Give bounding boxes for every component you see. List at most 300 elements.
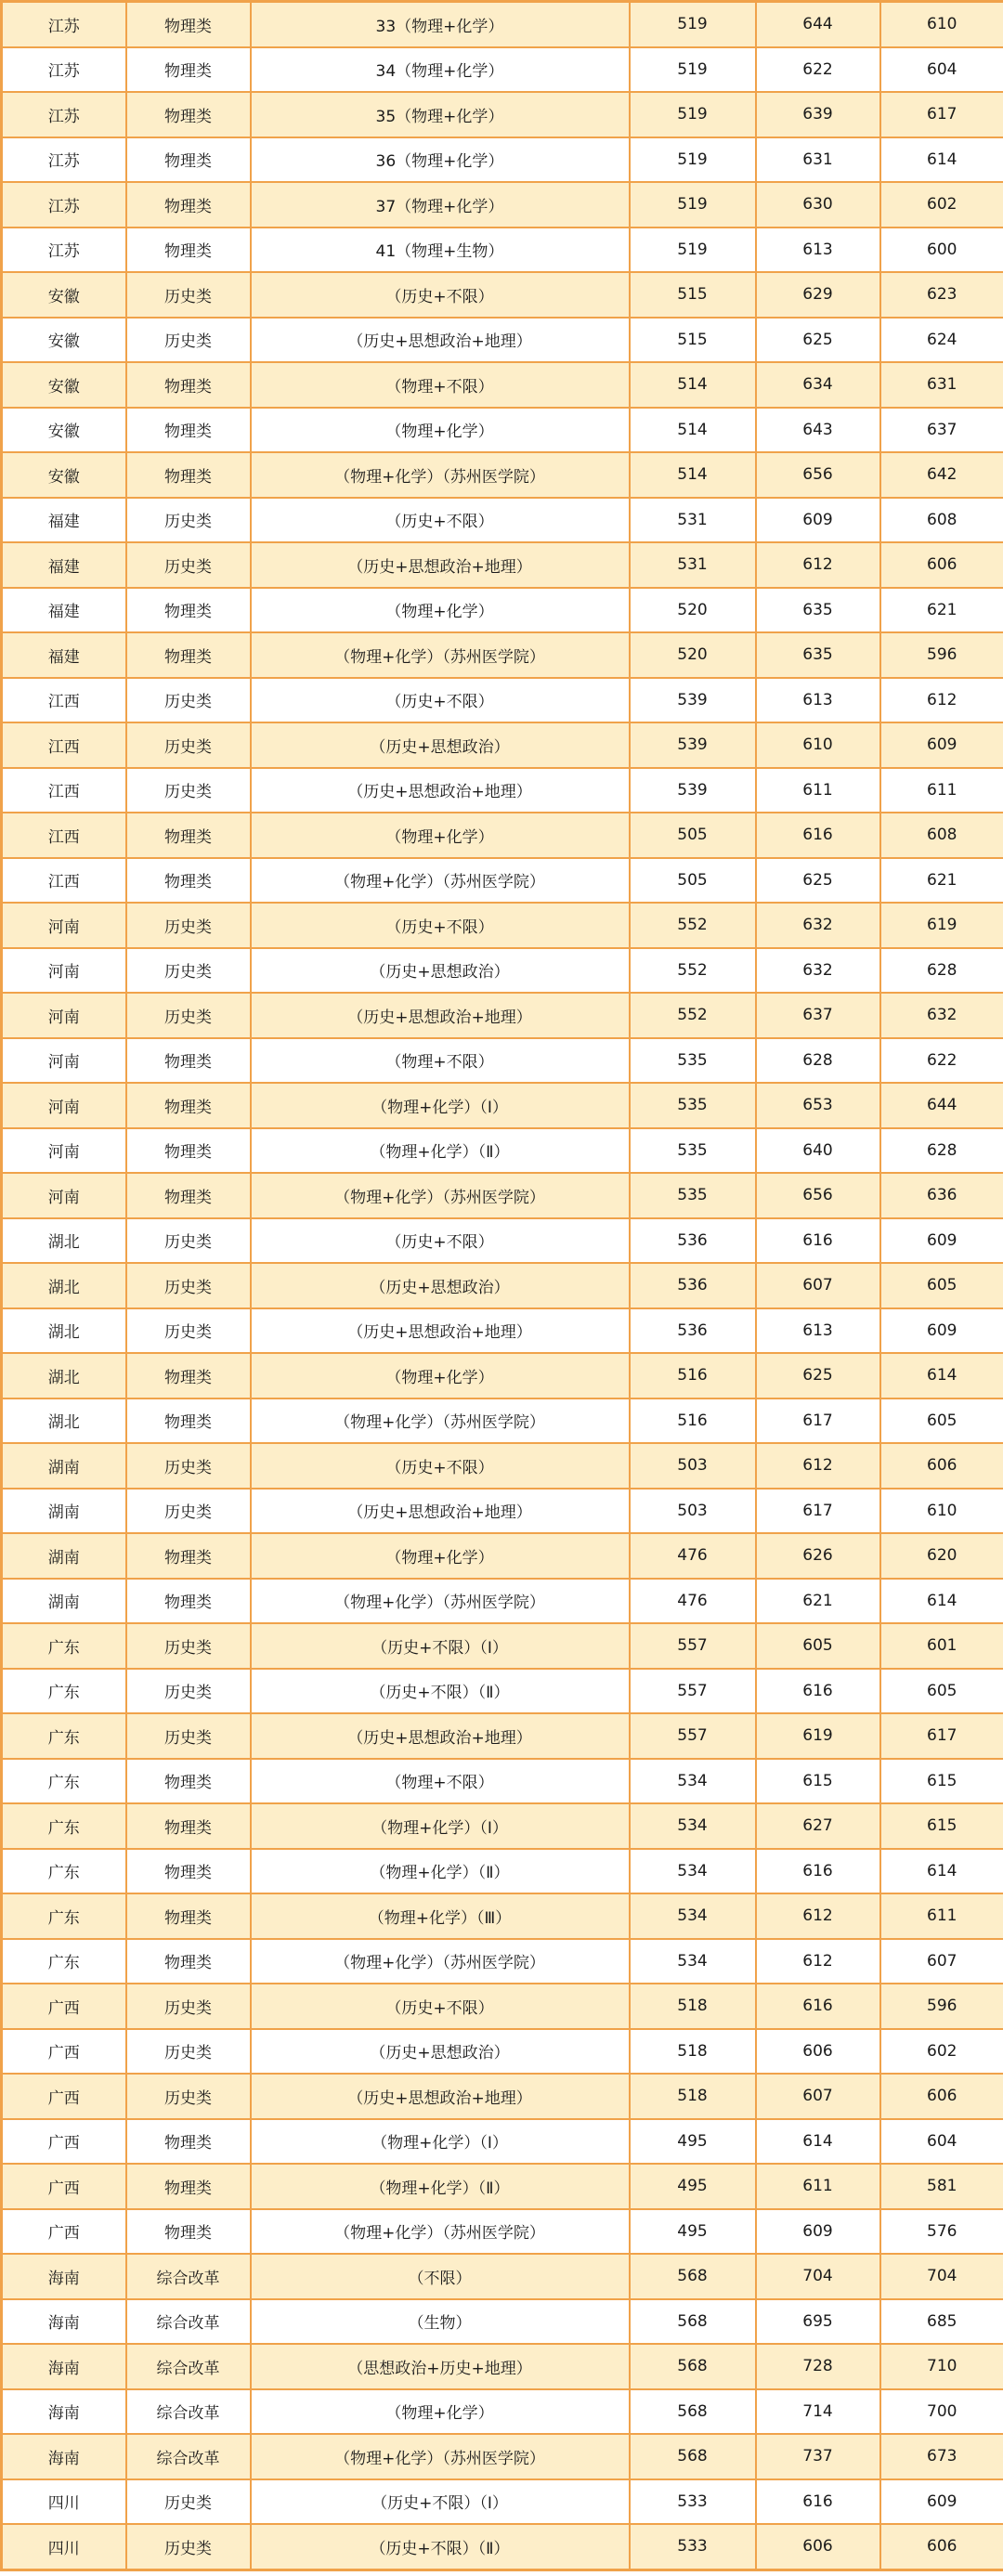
major-group-cell: （物理+不限） [251,1038,630,1084]
control-line-cell: 519 [630,2,756,47]
province-cell: 海南 [2,2299,126,2345]
control-line-cell: 520 [630,632,756,678]
table-row [2,362,1003,408]
max-score-cell: 634 [756,362,880,408]
major-group-cell: （物理+不限） [251,362,630,408]
province-cell: 湖北 [2,1263,126,1308]
max-score-cell: 653 [756,1083,880,1128]
control-line-cell: 557 [630,1669,756,1714]
table-row [2,542,1003,588]
control-line-cell: 539 [630,722,756,768]
province-cell: 广东 [2,1939,126,1984]
major-group-cell: 36（物理+化学） [251,137,630,183]
province-cell: 广东 [2,1759,126,1804]
min-score-cell: 581 [880,2164,1003,2209]
subject-type-cell: 历史类 [126,318,251,363]
min-score-cell: 605 [880,1399,1003,1444]
max-score-cell: 626 [756,1533,880,1579]
province-cell: 海南 [2,2344,126,2389]
major-group-cell: （物理+化学） [251,813,630,858]
min-score-cell: 605 [880,1669,1003,1714]
major-group-cell: （历史+思想政治+地理） [251,2074,630,2119]
table-row [2,2389,1003,2435]
min-score-cell: 620 [880,1533,1003,1579]
subject-type-cell: 综合改革 [126,2299,251,2345]
subject-type-cell: 历史类 [126,2524,251,2569]
min-score-cell: 619 [880,903,1003,948]
subject-type-cell: 历史类 [126,272,251,318]
major-group-cell: 35（物理+化学） [251,92,630,137]
major-group-cell: （物理+化学）（Ⅰ） [251,2119,630,2165]
table-body [2,2,1003,2570]
province-cell: 海南 [2,2254,126,2299]
control-line-cell: 534 [630,1849,756,1894]
province-cell: 江苏 [2,182,126,228]
province-cell: 广东 [2,1669,126,1714]
major-group-cell: （物理+化学） [251,408,630,453]
province-cell: 湖北 [2,1399,126,1444]
max-score-cell: 625 [756,1353,880,1399]
max-score-cell: 630 [756,182,880,228]
subject-type-cell: 物理类 [126,2,251,47]
province-cell: 广西 [2,2209,126,2255]
control-line-cell: 552 [630,948,756,994]
major-group-cell: （物理+化学）（Ⅲ） [251,1893,630,1939]
subject-type-cell: 物理类 [126,588,251,633]
province-cell: 湖北 [2,1353,126,1399]
major-group-cell: 41（物理+生物） [251,228,630,273]
control-line-cell: 514 [630,362,756,408]
province-cell: 广东 [2,1713,126,1759]
min-score-cell: 606 [880,542,1003,588]
major-group-cell: （物理+化学） [251,588,630,633]
table-row [2,632,1003,678]
subject-type-cell: 历史类 [126,1443,251,1489]
max-score-cell: 612 [756,1443,880,1489]
min-score-cell: 608 [880,498,1003,543]
max-score-cell: 631 [756,137,880,183]
min-score-cell: 642 [880,452,1003,498]
max-score-cell: 728 [756,2344,880,2389]
max-score-cell: 627 [756,1803,880,1849]
min-score-cell: 614 [880,1579,1003,1624]
max-score-cell: 607 [756,2074,880,2119]
province-cell: 安徽 [2,272,126,318]
min-score-cell: 602 [880,2029,1003,2075]
min-score-cell: 609 [880,1218,1003,1264]
min-score-cell: 700 [880,2389,1003,2435]
table-row [2,137,1003,183]
min-score-cell: 604 [880,2119,1003,2165]
subject-type-cell: 物理类 [126,1939,251,1984]
max-score-cell: 635 [756,588,880,633]
control-line-cell: 505 [630,858,756,904]
subject-type-cell: 历史类 [126,2479,251,2525]
table-row [2,1038,1003,1084]
subject-type-cell: 历史类 [126,948,251,994]
major-group-cell: （历史+不限） [251,1443,630,1489]
table-row [2,498,1003,543]
max-score-cell: 639 [756,92,880,137]
min-score-cell: 632 [880,993,1003,1038]
subject-type-cell: 物理类 [126,1893,251,1939]
major-group-cell: （物理+化学）（Ⅰ） [251,1803,630,1849]
max-score-cell: 609 [756,2209,880,2255]
max-score-cell: 737 [756,2434,880,2479]
table-row [2,1669,1003,1714]
major-group-cell: （历史+思想政治+地理） [251,542,630,588]
max-score-cell: 609 [756,498,880,543]
table-row [2,1849,1003,1894]
table-row [2,272,1003,318]
control-line-cell: 531 [630,542,756,588]
major-group-cell: （历史+不限）（Ⅰ） [251,2479,630,2525]
min-score-cell: 576 [880,2209,1003,2255]
min-score-cell: 607 [880,1939,1003,1984]
max-score-cell: 616 [756,813,880,858]
min-score-cell: 601 [880,1623,1003,1669]
province-cell: 安徽 [2,362,126,408]
min-score-cell: 605 [880,1263,1003,1308]
max-score-cell: 656 [756,452,880,498]
table-row [2,993,1003,1038]
major-group-cell: （历史+不限）（Ⅱ） [251,1669,630,1714]
province-cell: 河南 [2,1083,126,1128]
control-line-cell: 535 [630,1083,756,1128]
major-group-cell: （物理+化学）（苏州医学院） [251,1173,630,1218]
control-line-cell: 505 [630,813,756,858]
min-score-cell: 610 [880,1489,1003,1534]
max-score-cell: 637 [756,993,880,1038]
table-row [2,1308,1003,1354]
major-group-cell: （物理+化学）（Ⅱ） [251,1849,630,1894]
major-group-cell: 34（物理+化学） [251,47,630,93]
province-cell: 江西 [2,678,126,723]
province-cell: 江苏 [2,228,126,273]
min-score-cell: 673 [880,2434,1003,2479]
max-score-cell: 613 [756,1308,880,1354]
subject-type-cell: 物理类 [126,1173,251,1218]
control-line-cell: 533 [630,2479,756,2525]
control-line-cell: 514 [630,408,756,453]
min-score-cell: 606 [880,1443,1003,1489]
province-cell: 河南 [2,903,126,948]
min-score-cell: 615 [880,1803,1003,1849]
table-row [2,813,1003,858]
major-group-cell: （历史+不限） [251,678,630,723]
max-score-cell: 632 [756,903,880,948]
major-group-cell: （物理+不限） [251,1759,630,1804]
table-row [2,2119,1003,2165]
major-group-cell: 37（物理+化学） [251,182,630,228]
table-row [2,182,1003,228]
min-score-cell: 624 [880,318,1003,363]
province-cell: 湖南 [2,1533,126,1579]
control-line-cell: 519 [630,92,756,137]
major-group-cell: （物理+化学） [251,1353,630,1399]
min-score-cell: 606 [880,2074,1003,2119]
subject-type-cell: 物理类 [126,858,251,904]
control-line-cell: 557 [630,1713,756,1759]
control-line-cell: 476 [630,1579,756,1624]
control-line-cell: 568 [630,2254,756,2299]
table-row [2,588,1003,633]
control-line-cell: 495 [630,2209,756,2255]
min-score-cell: 610 [880,2,1003,47]
table-row [2,2434,1003,2479]
min-score-cell: 609 [880,1308,1003,1354]
min-score-cell: 617 [880,1713,1003,1759]
max-score-cell: 607 [756,1263,880,1308]
province-cell: 江苏 [2,47,126,93]
province-cell: 广西 [2,2164,126,2209]
major-group-cell: （物理+化学）（苏州医学院） [251,1939,630,1984]
control-line-cell: 515 [630,272,756,318]
table-row [2,1218,1003,1264]
control-line-cell: 518 [630,2029,756,2075]
max-score-cell: 616 [756,1984,880,2029]
table-row [2,1128,1003,1174]
control-line-cell: 514 [630,452,756,498]
major-group-cell: （历史+思想政治+地理） [251,993,630,1038]
control-line-cell: 568 [630,2344,756,2389]
province-cell: 江西 [2,768,126,813]
province-cell: 福建 [2,632,126,678]
table-row [2,1759,1003,1804]
max-score-cell: 643 [756,408,880,453]
table-row [2,1623,1003,1669]
min-score-cell: 644 [880,1083,1003,1128]
max-score-cell: 616 [756,1849,880,1894]
max-score-cell: 616 [756,1669,880,1714]
province-cell: 海南 [2,2434,126,2479]
max-score-cell: 619 [756,1713,880,1759]
min-score-cell: 611 [880,1893,1003,1939]
major-group-cell: （历史+不限） [251,272,630,318]
subject-type-cell: 物理类 [126,1849,251,1894]
table-row [2,768,1003,813]
major-group-cell: （物理+化学）（苏州医学院） [251,2434,630,2479]
table-row [2,47,1003,93]
table-row [2,2299,1003,2345]
min-score-cell: 631 [880,362,1003,408]
control-line-cell: 534 [630,1893,756,1939]
province-cell: 安徽 [2,318,126,363]
subject-type-cell: 物理类 [126,1353,251,1399]
major-group-cell: （物理+化学）（苏州医学院） [251,632,630,678]
table-row [2,903,1003,948]
max-score-cell: 714 [756,2389,880,2435]
major-group-cell: （历史+思想政治+地理） [251,1308,630,1354]
table-row [2,1579,1003,1624]
major-group-cell: （物理+化学）（Ⅰ） [251,1083,630,1128]
max-score-cell: 704 [756,2254,880,2299]
control-line-cell: 536 [630,1218,756,1264]
control-line-cell: 552 [630,993,756,1038]
province-cell: 福建 [2,588,126,633]
province-cell: 湖北 [2,1218,126,1264]
subject-type-cell: 物理类 [126,2164,251,2209]
control-line-cell: 568 [630,2389,756,2435]
control-line-cell: 495 [630,2164,756,2209]
min-score-cell: 704 [880,2254,1003,2299]
subject-type-cell: 历史类 [126,1263,251,1308]
min-score-cell: 637 [880,408,1003,453]
control-line-cell: 539 [630,678,756,723]
min-score-cell: 614 [880,1849,1003,1894]
province-cell: 安徽 [2,452,126,498]
subject-type-cell: 历史类 [126,2029,251,2075]
major-group-cell: （历史+思想政治） [251,2029,630,2075]
table-row [2,1353,1003,1399]
subject-type-cell: 物理类 [126,182,251,228]
subject-type-cell: 历史类 [126,2074,251,2119]
control-line-cell: 519 [630,47,756,93]
table-row [2,1939,1003,1984]
table-row [2,1713,1003,1759]
min-score-cell: 685 [880,2299,1003,2345]
subject-type-cell: 历史类 [126,542,251,588]
min-score-cell: 606 [880,2524,1003,2569]
min-score-cell: 596 [880,1984,1003,2029]
subject-type-cell: 物理类 [126,1759,251,1804]
province-cell: 广西 [2,2074,126,2119]
max-score-cell: 625 [756,858,880,904]
table-row [2,2524,1003,2569]
min-score-cell: 615 [880,1759,1003,1804]
table-row [2,2254,1003,2299]
subject-type-cell: 物理类 [126,1579,251,1624]
subject-type-cell: 历史类 [126,768,251,813]
max-score-cell: 611 [756,768,880,813]
subject-type-cell: 历史类 [126,1984,251,2029]
province-cell: 湖北 [2,1308,126,1354]
min-score-cell: 611 [880,768,1003,813]
province-cell: 河南 [2,1173,126,1218]
table-row [2,228,1003,273]
control-line-cell: 534 [630,1939,756,1984]
subject-type-cell: 历史类 [126,678,251,723]
major-group-cell: （历史+不限）（Ⅰ） [251,1623,630,1669]
table-row [2,2074,1003,2119]
min-score-cell: 710 [880,2344,1003,2389]
major-group-cell: （历史+不限） [251,498,630,543]
table-row [2,1083,1003,1128]
max-score-cell: 621 [756,1579,880,1624]
max-score-cell: 613 [756,228,880,273]
province-cell: 广东 [2,1803,126,1849]
control-line-cell: 568 [630,2434,756,2479]
min-score-cell: 602 [880,182,1003,228]
table-row [2,318,1003,363]
table-row [2,722,1003,768]
max-score-cell: 606 [756,2524,880,2569]
subject-type-cell: 物理类 [126,408,251,453]
min-score-cell: 617 [880,92,1003,137]
subject-type-cell: 物理类 [126,228,251,273]
control-line-cell: 534 [630,1759,756,1804]
control-line-cell: 516 [630,1353,756,1399]
control-line-cell: 536 [630,1263,756,1308]
subject-type-cell: 物理类 [126,452,251,498]
major-group-cell: （不限） [251,2254,630,2299]
subject-type-cell: 历史类 [126,722,251,768]
table-row [2,948,1003,994]
province-cell: 江西 [2,813,126,858]
max-score-cell: 616 [756,1218,880,1264]
major-group-cell: （历史+不限） [251,903,630,948]
major-group-cell: （物理+化学） [251,2389,630,2435]
min-score-cell: 596 [880,632,1003,678]
max-score-cell: 622 [756,47,880,93]
max-score-cell: 617 [756,1399,880,1444]
province-cell: 河南 [2,993,126,1038]
province-cell: 广东 [2,1893,126,1939]
table-row [2,1533,1003,1579]
max-score-cell: 610 [756,722,880,768]
table-row [2,2209,1003,2255]
max-score-cell: 614 [756,2119,880,2165]
province-cell: 河南 [2,1038,126,1084]
control-line-cell: 519 [630,137,756,183]
major-group-cell: （历史+不限） [251,1984,630,2029]
major-group-cell: （历史+思想政治+地理） [251,768,630,813]
province-cell: 江西 [2,722,126,768]
min-score-cell: 609 [880,722,1003,768]
major-group-cell: （历史+不限）（Ⅱ） [251,2524,630,2569]
table-row [2,1803,1003,1849]
province-cell: 江苏 [2,2,126,47]
control-line-cell: 539 [630,768,756,813]
max-score-cell: 640 [756,1128,880,1174]
subject-type-cell: 历史类 [126,1623,251,1669]
control-line-cell: 515 [630,318,756,363]
province-cell: 福建 [2,498,126,543]
control-line-cell: 535 [630,1128,756,1174]
max-score-cell: 616 [756,2479,880,2525]
max-score-cell: 695 [756,2299,880,2345]
control-line-cell: 536 [630,1308,756,1354]
table-row [2,1173,1003,1218]
control-line-cell: 503 [630,1489,756,1534]
subject-type-cell: 物理类 [126,1803,251,1849]
control-line-cell: 531 [630,498,756,543]
max-score-cell: 613 [756,678,880,723]
province-cell: 湖南 [2,1443,126,1489]
subject-type-cell: 物理类 [126,2119,251,2165]
province-cell: 广东 [2,1849,126,1894]
max-score-cell: 632 [756,948,880,994]
province-cell: 广西 [2,2029,126,2075]
major-group-cell: 33（物理+化学） [251,2,630,47]
min-score-cell: 628 [880,1128,1003,1174]
table-row [2,1489,1003,1534]
major-group-cell: （物理+化学）（苏州医学院） [251,858,630,904]
min-score-cell: 612 [880,678,1003,723]
subject-type-cell: 历史类 [126,1218,251,1264]
province-cell: 福建 [2,542,126,588]
major-group-cell: （历史+不限） [251,1218,630,1264]
province-cell: 江苏 [2,92,126,137]
province-cell: 海南 [2,2389,126,2435]
table-row [2,452,1003,498]
max-score-cell: 606 [756,2029,880,2075]
control-line-cell: 518 [630,1984,756,2029]
max-score-cell: 628 [756,1038,880,1084]
major-group-cell: （物理+化学）（Ⅱ） [251,1128,630,1174]
max-score-cell: 612 [756,542,880,588]
table-row [2,678,1003,723]
